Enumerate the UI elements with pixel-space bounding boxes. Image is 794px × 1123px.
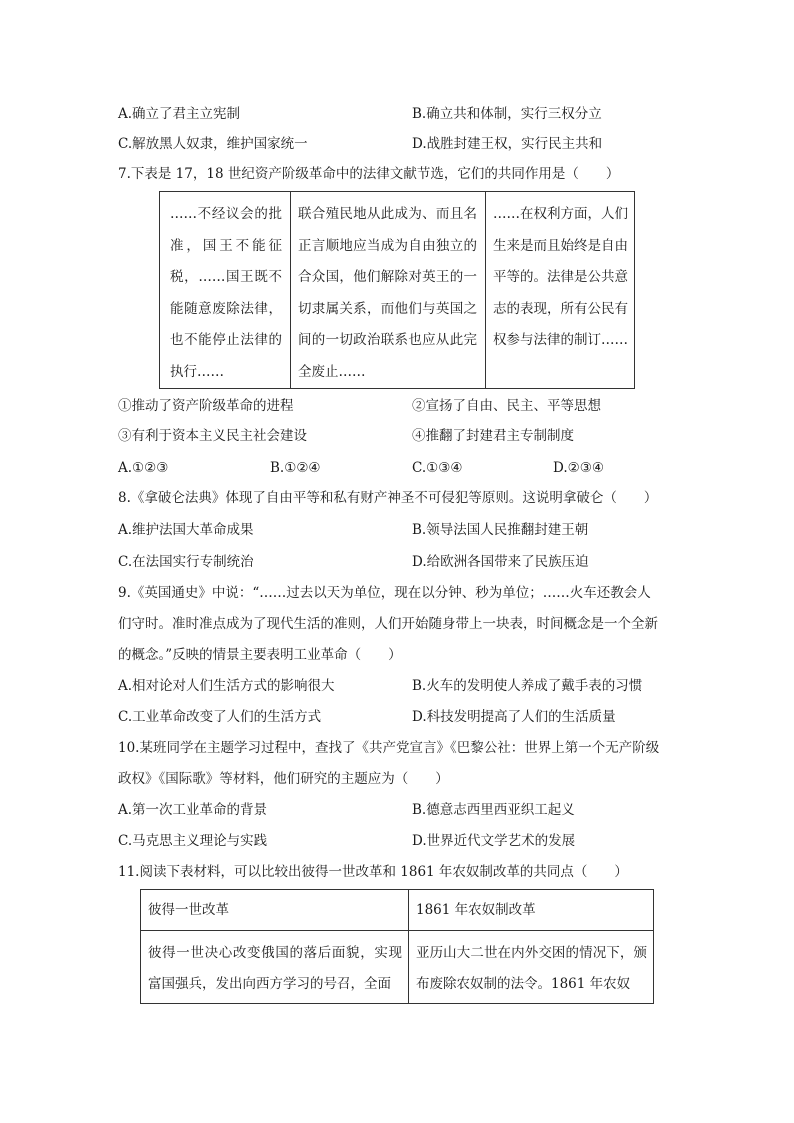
q6-option-d: D.战胜封建王权，实行民主共和 (412, 136, 603, 152)
q9-option-d: D.科技发明提高了人们的生活质量 (412, 709, 616, 725)
q8-option-a: A.维护法国大革命成果 (118, 522, 254, 538)
q10-stem-line-1: 10.某班同学在主题学习过程中，查找了《共产党宣言》《巴黎公社：世界上第一个无产阶级 (118, 740, 660, 756)
q10-stem-line-2: 政权》《国际歌》等材料，他们研究的主题应为（ ） (118, 771, 449, 787)
q9-option-c: C.工业革命改变了人们的生活方式 (118, 709, 322, 725)
q9-stem-line-3: 的概念。”反映的情景主要表明工业革命（ ） (118, 647, 402, 663)
q8-option-d: D.给欧洲各国带来了民族压迫 (412, 554, 589, 570)
q7-option-a: A.①②③ (118, 460, 169, 476)
q7-item-4: ④推翻了封建君主专制制度 (412, 428, 574, 444)
q10-option-b: B.德意志西里西亚织工起义 (412, 802, 575, 818)
q11-header-2: 1861 年农奴制改革 (409, 890, 654, 931)
q9-option-b: B.火车的发明使人养成了戴手表的习惯 (412, 678, 643, 694)
q7-cell-1: ……不经议会的批准，国王不能征税，……国王既不能随意废除法律，也不能停止法律的执行…… (160, 192, 291, 389)
q10-option-d: D.世界近代文学艺术的发展 (412, 833, 576, 849)
q7-stem: 7.下表是 17，18 世纪资产阶级革命中的法律文献节选，它们的共同作用是（ ） (118, 166, 620, 182)
q8-option-c: C.在法国实行专制统治 (118, 554, 254, 570)
q9-stem-line-2: 们守时。准时准点成为了现代生活的准则，人们开始随身带上一块表，时间概念是一个全新 (118, 616, 658, 632)
q6-option-b: B.确立共和体制，实行三权分立 (412, 106, 602, 122)
q7-document-table (159, 191, 635, 389)
q7-item-2: ②宣扬了自由、民主、平等思想 (412, 398, 601, 414)
q10-option-c: C.马克思主义理论与实践 (118, 833, 268, 849)
q6-option-c: C.解放黑人奴隶，维护国家统一 (118, 136, 308, 152)
q6-option-a: A.确立了君主立宪制 (118, 106, 241, 122)
q8-stem: 8.《拿破仑法典》体现了自由平等和私有财产神圣不可侵犯等原则。这说明拿破仑（ ） (118, 490, 658, 506)
q7-cell-2: 联合殖民地从此成为、而且名正言顺地应当成为自由独立的合众国，他们解除对英王的一切隶属关系，而他们与英国之间的一切政治联系也应从此完全废止…… (291, 192, 486, 389)
q11-header-1: 彼得一世改革 (141, 890, 409, 931)
q7-option-d: D.②③④ (553, 460, 604, 476)
q11-stem: 11.阅读下表材料，可以比较出彼得一世改革和 1861 年农奴制改革的共同点（ ） (118, 864, 628, 880)
q11-cell-2: 亚历山大二世在内外交困的情况下，颁布废除农奴制的法令。1861 年农奴 (409, 931, 654, 1004)
q11-cell-1: 彼得一世决心改变俄国的落后面貌，实现富国强兵，发出向西方学习的号召，全面 (141, 931, 409, 1004)
q7-option-b: B.①②④ (270, 460, 321, 476)
q9-option-a: A.相对论对人们生活方式的影响很大 (118, 678, 335, 694)
q7-item-3: ③有利于资本主义民主社会建设 (118, 428, 307, 444)
q11-comparison-table (140, 889, 654, 1004)
q10-option-a: A.第一次工业革命的背景 (118, 802, 268, 818)
q7-item-1: ①推动了资产阶级革命的进程 (118, 398, 294, 414)
q7-cell-3: ……在权利方面，人们生来是而且始终是自由平等的。法律是公共意志的表现，所有公民有权参与法律的制订…… (486, 192, 635, 389)
q8-option-b: B.领导法国人民推翻封建王朝 (412, 522, 589, 538)
q7-option-c: C.①③④ (412, 460, 463, 476)
q9-stem-line-1: 9.《英国通史》中说：“……过去以天为单位，现在以分钟、秒为单位；……火车还教会人 (118, 585, 651, 601)
